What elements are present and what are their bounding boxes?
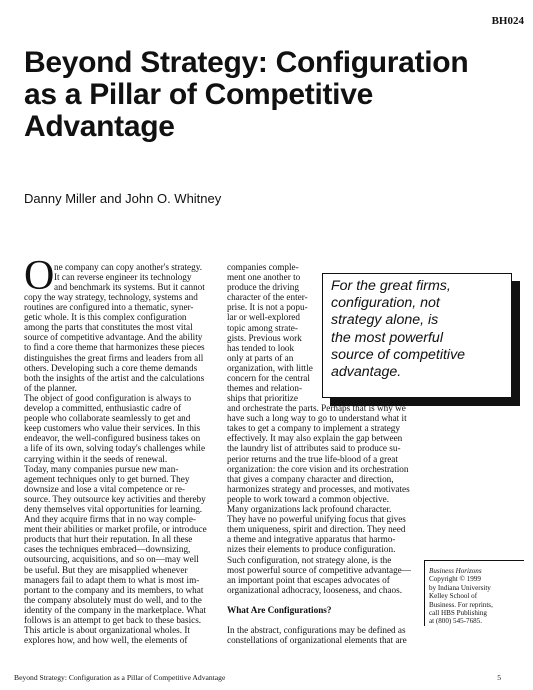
body-line: others. Developing such a core theme demands <box>24 362 198 373</box>
body-line: character of the enter- <box>227 292 308 303</box>
body-line: perior returns and the true life-blood of a great <box>227 453 398 464</box>
body-line: constellations of organizational elements that are <box>227 635 407 646</box>
pull-quote-line: For the great firms, <box>331 278 451 294</box>
body-line: to find a core theme that harmonizes these pieces <box>24 342 205 353</box>
body-line: and benchmark its systems. But it cannot <box>54 282 205 293</box>
body-line: themes and relation- <box>227 383 303 394</box>
body-line: agement techniques only to get burned. They <box>24 473 190 484</box>
pull-quote-line: advantage. <box>331 364 402 381</box>
body-line: produce the driving <box>227 282 299 293</box>
body-line: have such a long way to go to understand what it <box>227 413 407 424</box>
body-line: Many organizations lack profound character. <box>227 504 392 515</box>
body-line: endeavor, the well-configured business takes on <box>24 433 201 444</box>
body-line: ships that prioritize <box>227 393 298 403</box>
body-line: them uniqueness, spirit and direction. They need <box>227 524 406 535</box>
body-line: only at parts of an <box>227 352 294 363</box>
body-line: prise. It is not a popu- <box>227 302 308 313</box>
running-footer: Beyond Strategy: Configuration as a Pillar of Competitive Advantage <box>14 673 226 682</box>
body-line: harmonizes strategy and processes, and motivates <box>227 483 410 494</box>
body-line: keep customers who value their services. In this <box>24 423 201 434</box>
body-line: the laundry list of attributes said to produce su- <box>227 443 401 454</box>
title-line: Advantage <box>24 110 175 143</box>
section-heading: What Are Configurations? <box>227 604 332 615</box>
body-line: organizational adhocracy, looseness, and chaos. <box>227 584 403 595</box>
body-line: They have no powerful unifying focus that gives <box>227 514 406 525</box>
body-line: and orchestrate the parts. Perhaps that is why we <box>227 403 406 414</box>
column-2-narrow <box>227 262 327 393</box>
title-line: as a Pillar of Competitive <box>24 78 373 111</box>
body-line: companies comple- <box>227 262 299 272</box>
body-line: concern for the central <box>227 373 310 384</box>
copyright-line: Copyright © 1999 <box>429 575 481 584</box>
body-line: an important point that escapes advocates of <box>227 574 390 585</box>
body-line: ment their abilities or market profile, or introduce <box>24 524 207 535</box>
body-line: a theme and integrative apparatus that harmo- <box>227 534 396 545</box>
body-line: getic whole. It is this complex configuration <box>24 312 187 323</box>
copyright-line: by Indiana University <box>429 583 491 592</box>
publication-name: Business Horizons <box>429 567 482 575</box>
body-line: routines are configured into a thematic, syner- <box>24 302 194 313</box>
body-line: both the insights of the artist and the calculations <box>24 372 205 383</box>
article-title <box>24 47 514 143</box>
body-line: carrying within it the seeds of renewal. <box>24 453 168 464</box>
body-line: follows is an attempt to get back to these basics. <box>24 615 202 625</box>
copyright-line: call HBS Publishing <box>429 609 487 618</box>
body-line: lar or well-explored <box>227 312 300 323</box>
body-line: The object of good configuration is always to <box>24 392 192 403</box>
body-line: source of competitive advantage. And the ability <box>24 332 203 343</box>
body-line: In the abstract, configurations may be defined as <box>227 624 406 635</box>
body-line: identity of the company in the marketplace. What <box>24 604 206 615</box>
title-line: Beyond Strategy: Configuration <box>24 46 469 79</box>
body-line: most powerful source of competitive advantage— <box>227 564 411 575</box>
copyright-box <box>424 560 524 626</box>
body-line: downsize and lose a vital competence or re- <box>24 483 185 494</box>
body-line: products that hurt their reputation. In all these <box>24 534 193 545</box>
body-line: distinguishes the great firms and leaders from all <box>24 352 204 363</box>
body-line: has tended to look <box>227 342 295 353</box>
copyright-line: Business. For reprints, <box>429 600 493 609</box>
body-line: Today, many companies pursue new man- <box>24 463 179 474</box>
body-line: nizes their elements to produce configuration. <box>227 544 396 555</box>
body-line: And they acquire firms that in no way comple- <box>24 514 196 525</box>
body-line: deny themselves vital opportunities for learning. <box>24 503 203 514</box>
body-line: managers fail to adapt them to what is most im- <box>24 574 200 585</box>
body-line: organization, with little <box>227 362 313 373</box>
body-line: cases the techniques embraced—downsizing, <box>24 544 191 555</box>
body-line: This article is about organizational wholes. It <box>24 625 190 636</box>
drop-cap: O <box>24 253 55 299</box>
body-line: topic among strate- <box>227 322 298 333</box>
body-line: the company absolutely must do well, and to the <box>24 594 202 605</box>
body-line: people to work toward a common objective. <box>227 493 390 504</box>
body-line: It can reverse engineer its technology <box>54 272 192 283</box>
copyright-line: at (800) 545-7685. <box>429 617 482 626</box>
body-line: outsourcing, acquisitions, and so on—may well <box>24 554 199 565</box>
body-line: develop a committed, enthusiastic cadre of <box>24 403 182 414</box>
column-1-body <box>24 292 222 645</box>
pull-quote-line: configuration, not <box>331 295 440 312</box>
document-code: BH024 <box>491 15 524 27</box>
body-line: people who collaborate seamlessly to get and <box>24 413 191 424</box>
body-line: of the planner. <box>24 382 77 393</box>
body-line: gists. Previous work <box>227 332 302 343</box>
copyright-line: Kelley School of <box>429 592 478 601</box>
article-authors: Danny Miller and John O. Whitney <box>24 191 222 206</box>
body-line: portant to the company and its members, to what <box>24 584 204 595</box>
body-line: ment one another to <box>227 272 301 283</box>
body-line: among the parts that constitutes the most vital <box>24 322 193 333</box>
body-line: takes to get a company to implement a strategy <box>227 423 400 434</box>
pull-quote-line: strategy alone, is <box>331 312 439 329</box>
body-line: explores how, and how well, the elements of <box>24 635 188 646</box>
body-line: copy the way strategy, technology, systems and <box>24 292 198 302</box>
body-line: ne company can copy another's strategy. <box>54 262 203 272</box>
body-line: be useful. But they are misapplied whenever <box>24 564 188 575</box>
body-line: source. They outsource key activities and thereby <box>24 493 206 504</box>
body-line: organization: the core vision and its orchestration <box>227 463 409 474</box>
page-number: 5 <box>497 673 501 682</box>
body-line: a life of its own, solving today's challenges while <box>24 443 206 454</box>
pull-quote-line: the most powerful <box>331 329 443 346</box>
body-line: Such configuration, not strategy alone, is the <box>227 554 392 565</box>
pull-quote <box>322 273 512 398</box>
body-line: effectively. It may also explain the gap between <box>227 433 403 444</box>
pull-quote-line: source of competitive <box>331 346 466 363</box>
body-line: that gives a company character and direction, <box>227 473 394 484</box>
